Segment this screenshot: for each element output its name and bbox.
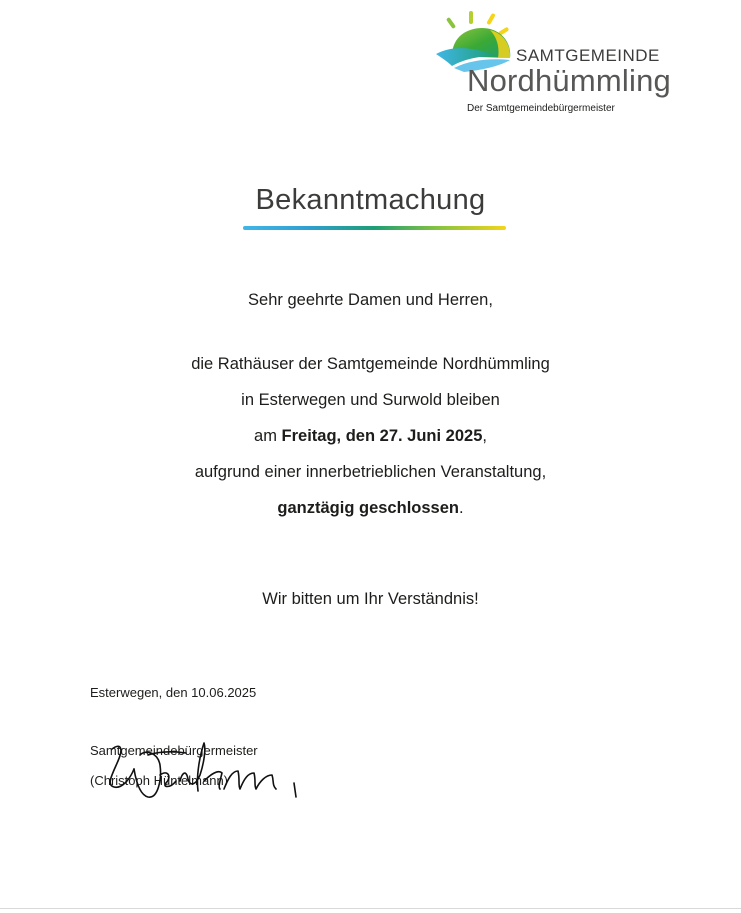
salutation: Sehr geehrte Damen und Herren, xyxy=(248,291,493,309)
signatory-title: Samtgemeindebürgermeister xyxy=(90,743,258,758)
body-line-5-post: . xyxy=(458,499,464,517)
body-line-2: in Esterwegen und Surwold bleiben xyxy=(241,391,500,409)
body-line-3 xyxy=(0,427,741,446)
body-line-5 xyxy=(0,499,741,518)
closing-date: Freitag, den 27. Juni 2025 xyxy=(281,427,483,445)
closure-note: ganztägig geschlossen xyxy=(277,499,459,517)
body-line-1: die Rathäuser der Samtgemeinde Nordhümmling xyxy=(191,355,550,373)
handwritten-signature xyxy=(100,735,340,815)
page-bottom-edge xyxy=(0,908,741,909)
logo-line-buergermeister: Der Samtgemeindebürgermeister xyxy=(467,103,615,114)
body-line-4: aufgrund einer innerbetrieblichen Veranstaltung, xyxy=(194,463,547,481)
municipality-logo xyxy=(434,8,674,118)
logo-line-samtgemeinde: SAMTGEMEINDE xyxy=(516,46,660,65)
title-gradient-rule xyxy=(243,226,506,230)
body-line-3-post: , xyxy=(482,427,487,445)
logo-line-nordhuemmling: Nordhümmling xyxy=(467,63,671,98)
place-date: Esterwegen, den 10.06.2025 xyxy=(90,685,257,700)
closing-remark: Wir bitten um Ihr Verständnis! xyxy=(262,590,479,608)
signatory-name: (Christoph Hüntelmann) xyxy=(90,773,229,788)
page-title: Bekanntmachung xyxy=(255,184,486,216)
body-line-3-pre: am xyxy=(254,427,282,445)
